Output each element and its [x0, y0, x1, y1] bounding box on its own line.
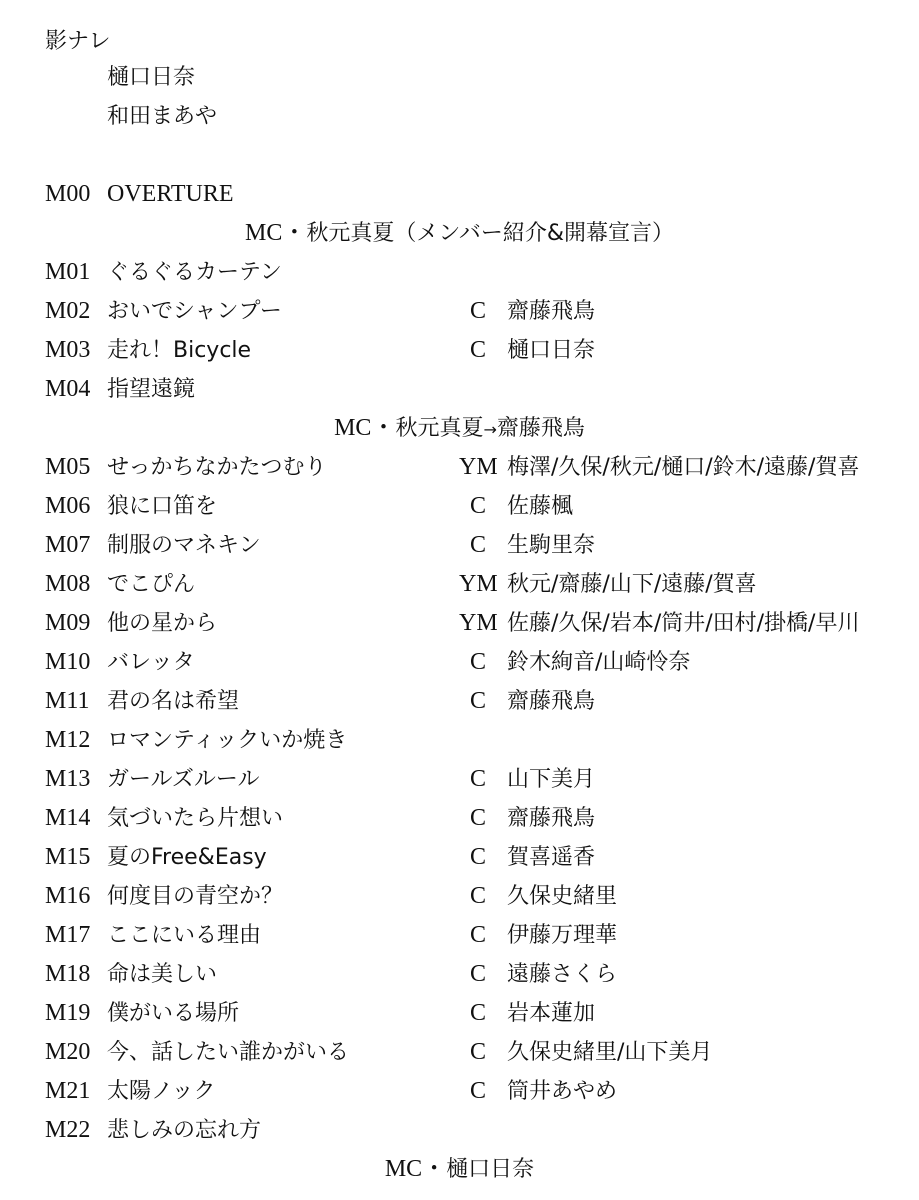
setlist-row — [0, 526, 919, 565]
setlist-row — [0, 955, 919, 994]
mc-arrow: → — [483, 420, 497, 439]
song-title: せっかちなかたつむり — [107, 455, 327, 480]
song-code: M03 — [45, 337, 91, 363]
setlist-row — [0, 604, 919, 643]
song-position: C — [469, 883, 486, 909]
song-position: C — [469, 922, 486, 948]
setlist-row — [0, 721, 919, 760]
song-code: M15 — [45, 844, 91, 870]
song-position: C — [469, 1000, 486, 1026]
song-position: YM — [459, 454, 498, 480]
setlist-row — [0, 331, 919, 370]
song-code: M09 — [45, 610, 91, 636]
narration-name: 樋口日奈 — [107, 65, 196, 90]
setlist-row — [0, 994, 919, 1033]
song-position: C — [469, 649, 486, 675]
song-code: M18 — [45, 961, 91, 987]
setlist-row — [0, 292, 919, 331]
song-code: M11 — [45, 688, 90, 714]
mc-text: 秋元真夏（メンバー紹介&開幕宣言） — [306, 221, 674, 246]
setlist-row — [0, 682, 919, 721]
mc-text: 樋口日奈 — [446, 1157, 535, 1182]
song-code: M07 — [45, 532, 91, 558]
song-members: 筒井あやめ — [507, 1079, 618, 1104]
mc-row — [0, 1150, 919, 1189]
song-members: 久保史緒里 — [507, 884, 618, 909]
song-members: 伊藤万理華 — [507, 923, 618, 948]
song-code: M04 — [45, 376, 91, 402]
song-code: M10 — [45, 649, 91, 675]
setlist-row — [0, 253, 919, 292]
song-position: YM — [459, 610, 498, 636]
song-title: 走れ！Bicycle — [107, 338, 252, 363]
song-code: M00 — [45, 181, 91, 207]
setlist-row — [0, 565, 919, 604]
song-position: C — [469, 1078, 486, 1104]
song-members: 齋藤飛鳥 — [507, 689, 596, 714]
setlist-row — [0, 370, 919, 409]
mc-line — [0, 214, 919, 253]
setlist-row — [0, 916, 919, 955]
song-position: C — [469, 493, 486, 519]
song-code: M22 — [45, 1117, 91, 1143]
song-position: C — [469, 298, 486, 324]
song-members: 賀喜遥香 — [507, 845, 596, 870]
song-code: M19 — [45, 1000, 91, 1026]
song-members: 生駒里奈 — [507, 533, 596, 558]
setlist-row — [0, 799, 919, 838]
song-position: YM — [459, 571, 498, 597]
song-code: M17 — [45, 922, 91, 948]
song-title: ロマンティックいか焼き — [107, 728, 348, 753]
mc-line — [0, 409, 919, 449]
song-title: 気づいたら片想い — [107, 806, 284, 831]
song-members: 梅澤/久保/秋元/樋口/鈴木/遠藤/賀喜 — [507, 455, 860, 480]
song-title: でこぴん — [107, 572, 196, 597]
song-title: バレッタ — [107, 650, 195, 675]
song-position: C — [469, 961, 486, 987]
setlist-row — [0, 877, 919, 916]
setlist-row — [0, 1033, 919, 1072]
song-title: 悲しみの忘れ方 — [107, 1118, 262, 1143]
song-position: C — [469, 688, 486, 714]
narration-name-row — [0, 58, 919, 97]
narration-label: 影ナレ — [45, 29, 111, 54]
song-members: 山下美月 — [507, 767, 596, 792]
song-title: 他の星から — [107, 611, 218, 636]
setlist-row — [0, 1072, 919, 1111]
mc-line — [0, 1150, 919, 1189]
mc-row — [0, 409, 919, 448]
narration-name: 和田まあや — [107, 104, 218, 129]
setlist-row — [0, 487, 919, 526]
song-members: 岩本蓮加 — [507, 1001, 596, 1026]
song-title: 夏のFree&Easy — [107, 845, 267, 870]
song-members: 遠藤さくら — [507, 962, 618, 987]
song-members: 齋藤飛鳥 — [507, 299, 596, 324]
song-title: ガールズルール — [107, 767, 260, 792]
song-title: ぐるぐるカーテン — [107, 260, 282, 285]
song-code: M12 — [45, 727, 91, 753]
song-title: おいでシャンプー — [107, 299, 282, 324]
song-code: M20 — [45, 1039, 91, 1065]
song-title: 何度目の青空か？ — [107, 884, 284, 909]
setlist-row — [0, 760, 919, 799]
mc-prefix: MC・ — [334, 415, 396, 441]
mc-row — [0, 214, 919, 253]
song-members: 佐藤/久保/岩本/筒井/田村/掛橋/早川 — [507, 611, 860, 636]
song-title: 指望遠鏡 — [107, 377, 196, 402]
song-title: 僕がいる場所 — [107, 1001, 240, 1026]
setlist-row — [0, 448, 919, 487]
song-position: C — [469, 532, 486, 558]
song-members: 佐藤楓 — [507, 494, 574, 519]
song-position: C — [469, 766, 486, 792]
narration-row — [0, 22, 919, 61]
song-code: M02 — [45, 298, 91, 324]
song-members: 齋藤飛鳥 — [507, 806, 596, 831]
song-title: OVERTURE — [107, 181, 234, 207]
song-code: M01 — [45, 259, 91, 285]
song-code: M14 — [45, 805, 91, 831]
song-title: 今、話したい誰かがいる — [107, 1040, 350, 1065]
mc-from: 秋元真夏 — [395, 416, 484, 441]
setlist-row — [0, 175, 919, 214]
song-code: M16 — [45, 883, 91, 909]
song-position: C — [469, 805, 486, 831]
setlist-row — [0, 838, 919, 877]
song-members: 鈴木絢音/山崎怜奈 — [507, 650, 691, 675]
song-position: C — [469, 844, 486, 870]
song-position: C — [469, 337, 486, 363]
song-title: 太陽ノック — [107, 1079, 216, 1104]
song-title: 狼に口笛を — [107, 494, 218, 519]
mc-to: 齋藤飛鳥 — [496, 416, 585, 441]
mc-prefix: MC・ — [245, 220, 307, 246]
song-code: M08 — [45, 571, 91, 597]
song-members: 久保史緒里/山下美月 — [507, 1040, 713, 1065]
song-title: 命は美しい — [107, 962, 218, 987]
mc-prefix: MC・ — [384, 1156, 447, 1182]
song-code: M06 — [45, 493, 91, 519]
setlist-row — [0, 643, 919, 682]
song-code: M13 — [45, 766, 91, 792]
song-code: M05 — [45, 454, 91, 480]
song-members: 秋元/齋藤/山下/遠藤/賀喜 — [507, 572, 757, 597]
song-members: 樋口日奈 — [507, 338, 596, 363]
song-title: 君の名は希望 — [107, 689, 240, 714]
narration-name-row — [0, 97, 919, 136]
song-code: M21 — [45, 1078, 91, 1104]
setlist-row — [0, 1111, 919, 1150]
song-position: C — [469, 1039, 486, 1065]
song-title: 制服のマネキン — [107, 533, 261, 558]
song-title: ここにいる理由 — [107, 923, 262, 948]
